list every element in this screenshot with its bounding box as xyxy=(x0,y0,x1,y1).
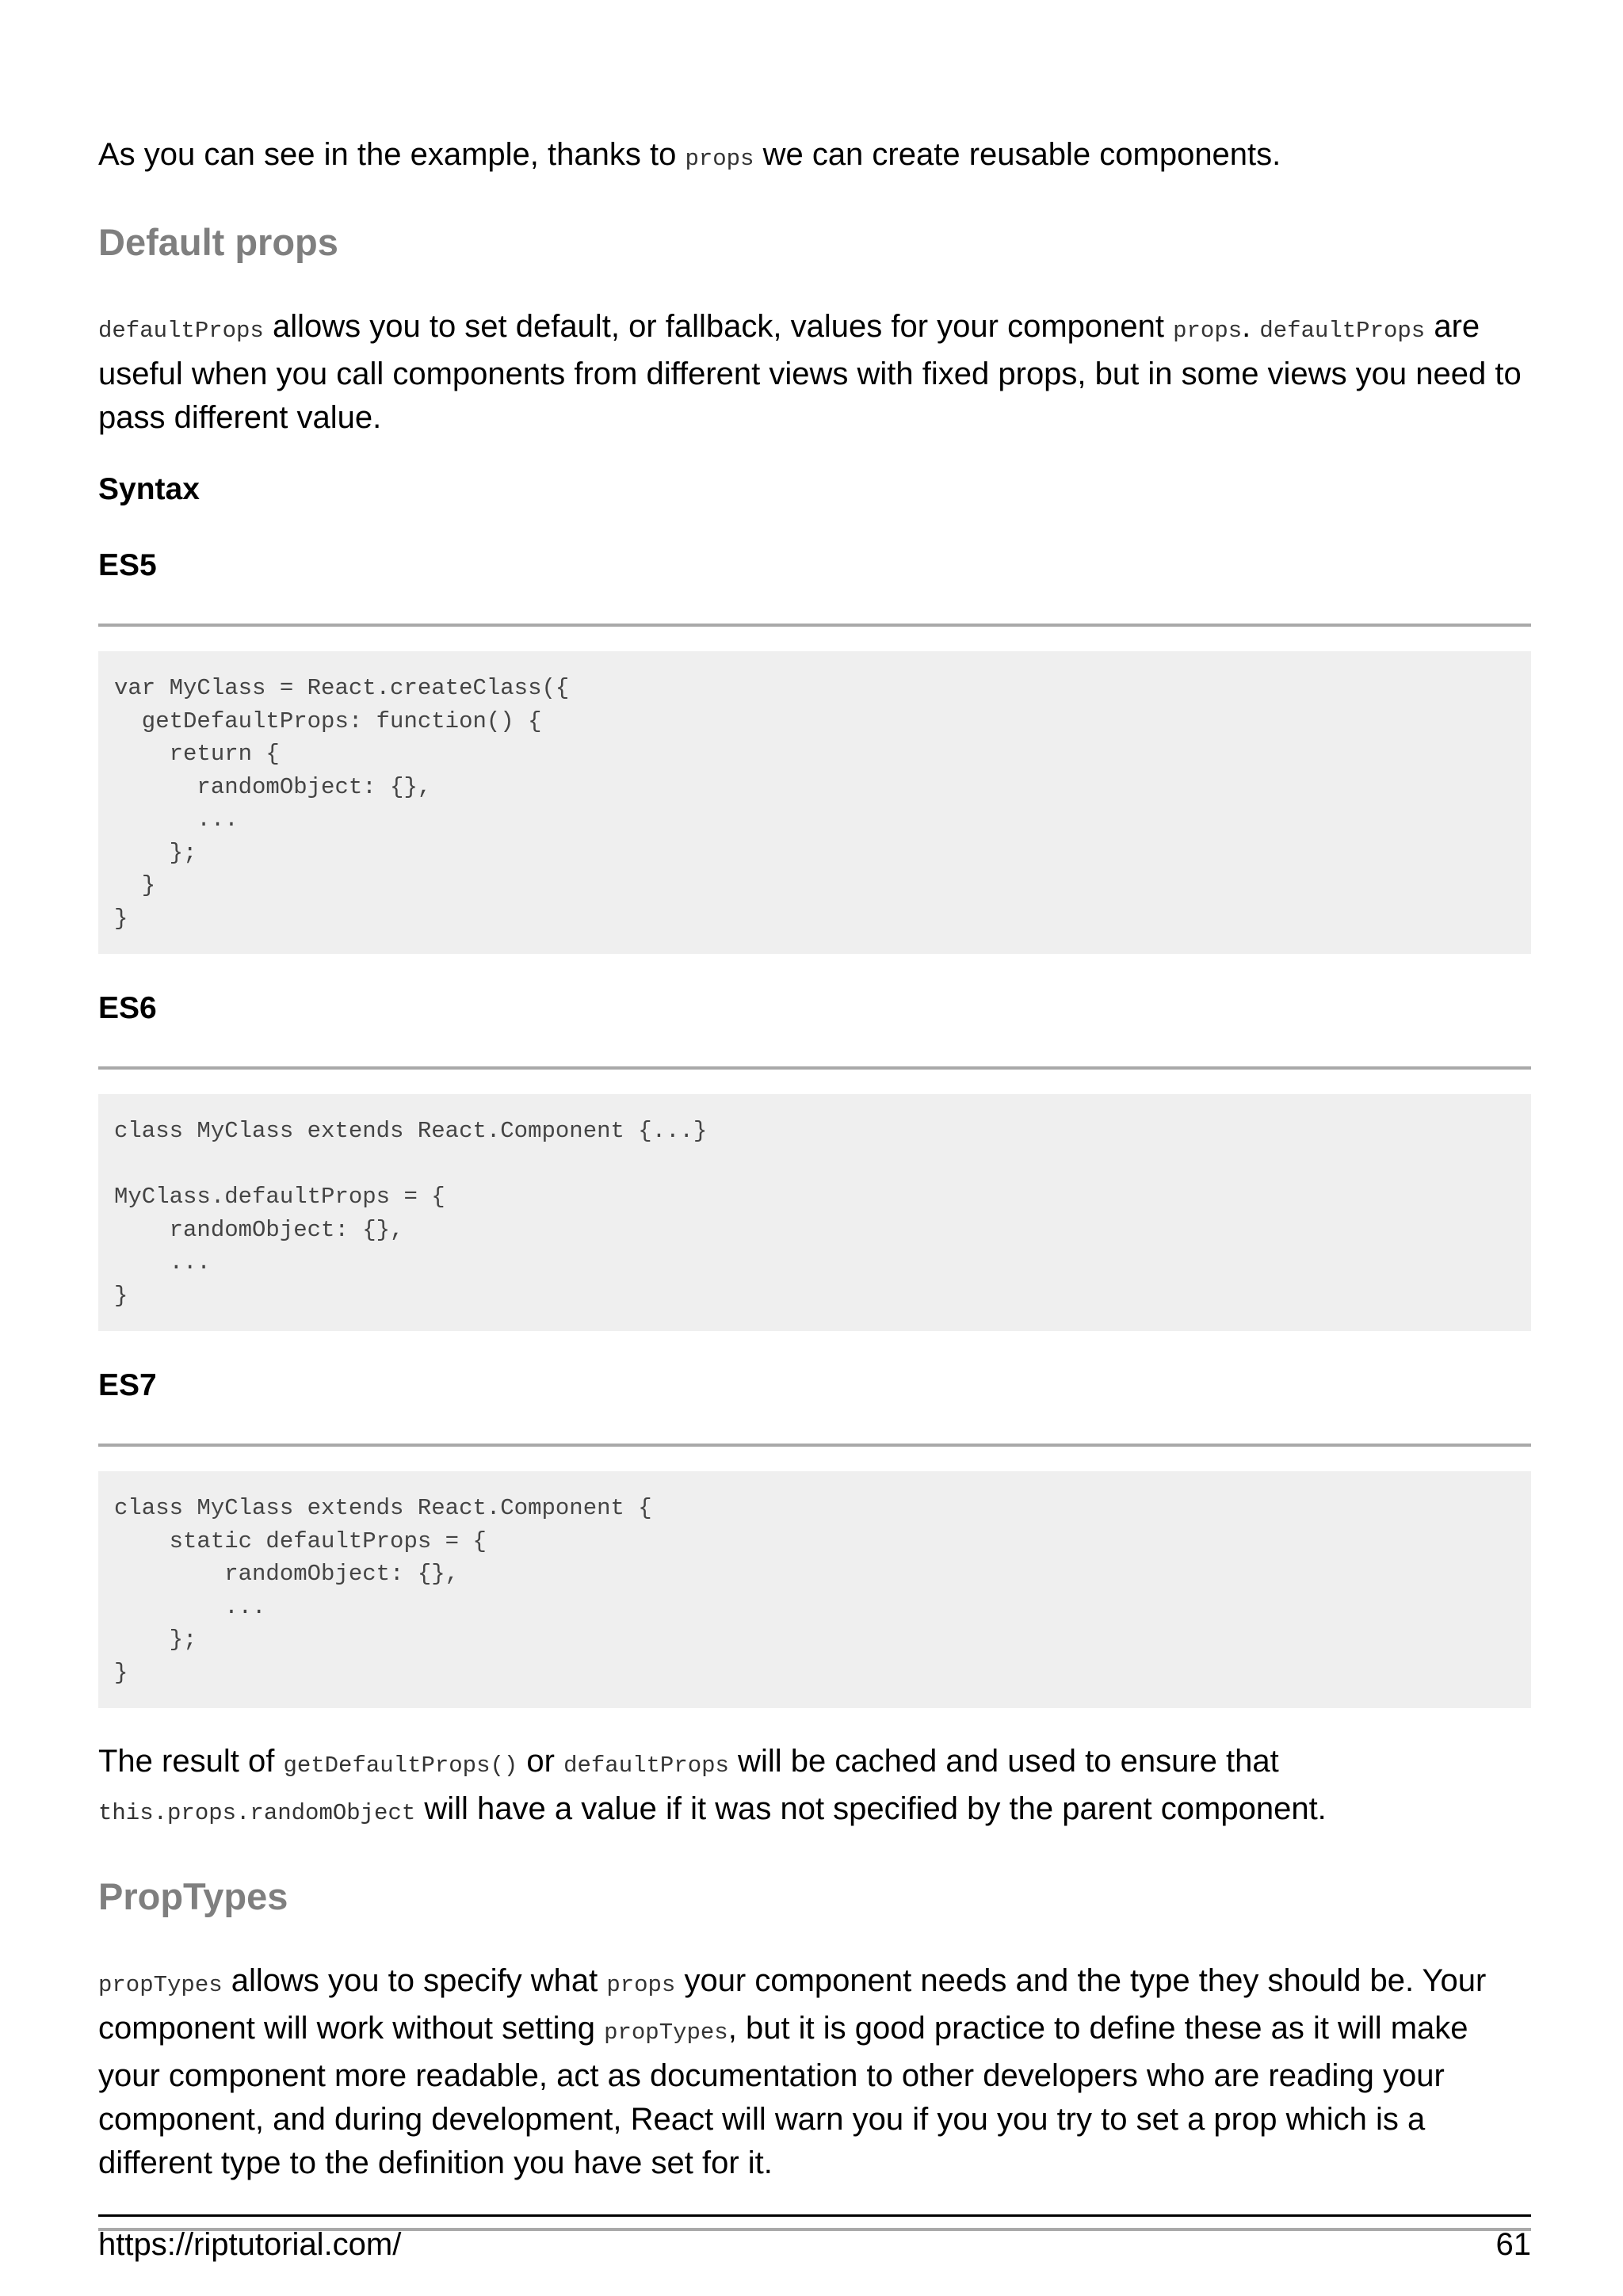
es6-code-block: class MyClass extends React.Component {...} MyClass.defaultProps = { randomObject: {}, ... } xyxy=(98,1094,1531,1331)
es6-label: ES6 xyxy=(98,991,157,1025)
page-number: 61 xyxy=(1495,2227,1531,2262)
section-heading-default-props: Default props xyxy=(98,221,338,263)
inline-code: props xyxy=(606,1972,676,1998)
footer-divider xyxy=(98,2214,1531,2217)
inline-code: defaultProps xyxy=(98,318,264,344)
proptypes-paragraph: propTypes allows you to specify what props your component needs and the type they should be. Your component will work without setting propTypes, but it is good practice to define these as it will make your component more readable, act as documentation to other developers who are reading your component, and during development, React will warn you if you you try to set a prop which is a different type to the definition you have set for it. xyxy=(98,1963,1487,2180)
es7-label: ES7 xyxy=(98,1368,157,1402)
syntax-label: Syntax xyxy=(98,472,200,506)
code-divider xyxy=(98,1444,1531,1447)
inline-code: propTypes xyxy=(604,2019,728,2046)
es5-code-block: var MyClass = React.createClass({ getDefaultProps: function() { return { randomObject: {}, ... }; } } xyxy=(98,651,1531,954)
es5-label: ES5 xyxy=(98,548,157,582)
result-paragraph: The result of getDefaultProps() or defaultProps will be cached and used to ensure that this.props.randomObject will have a value if it was not specified by the parent component. xyxy=(98,1744,1327,1826)
default-props-paragraph: defaultProps allows you to set default, or fallback, values for your component props. defaultProps are useful when you call components from different views with fixed props, but in some views you need to pass different value. xyxy=(98,309,1522,435)
inline-code: defaultProps xyxy=(1259,318,1426,344)
inline-code: this.props.randomObject xyxy=(98,1800,416,1826)
inline-code: propTypes xyxy=(98,1972,223,1998)
footer-url-link[interactable]: https://riptutorial.com/ xyxy=(98,2227,402,2262)
inline-code: defaultProps xyxy=(563,1753,729,1779)
page-content xyxy=(98,119,1531,2231)
es7-code-block: class MyClass extends React.Component { static defaultProps = { randomObject: {}, ... }; } xyxy=(98,1471,1531,1708)
code-divider xyxy=(98,1066,1531,1070)
intro-paragraph: As you can see in the example, thanks to props we can create reusable components. xyxy=(98,137,1281,172)
inline-code: getDefaultProps() xyxy=(283,1753,518,1779)
code-divider xyxy=(98,624,1531,627)
inline-code: props xyxy=(1173,318,1243,344)
section-heading-proptypes: PropTypes xyxy=(98,1875,288,1917)
inline-code: props xyxy=(685,146,754,172)
